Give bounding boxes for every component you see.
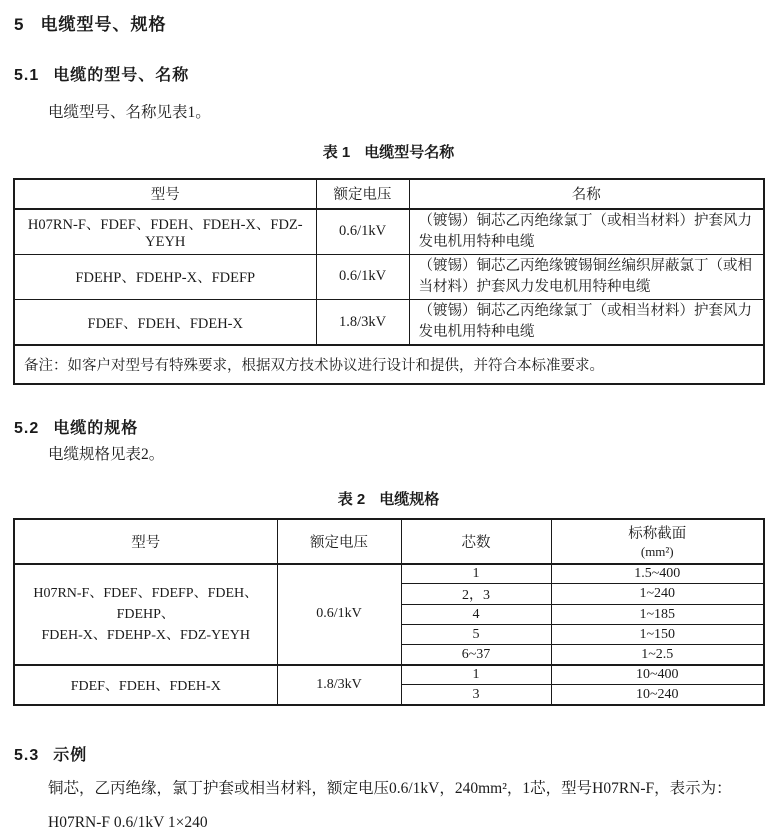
table2-g1r4-section: 1~150 xyxy=(551,625,764,645)
table1-row1-model: H07RN-F、FDEF、FDEH、FDEH-X、FDZ-YEYH xyxy=(14,209,316,255)
table2-g1r4-cores: 5 xyxy=(401,625,551,645)
table2-g1r2-section: 1~240 xyxy=(551,584,764,605)
table2-g2r2-section: 10~240 xyxy=(551,685,764,705)
table2-g2r1-cores: 1 xyxy=(401,665,551,685)
table2-header-cores: 芯数 xyxy=(401,519,551,564)
table2-header-section xyxy=(551,519,764,564)
table-row xyxy=(14,564,764,584)
document-page xyxy=(0,10,777,831)
table2-header-model: 型号 xyxy=(14,519,277,564)
table1-row2-model: FDEHP、FDEHP-X、FDEFP xyxy=(14,254,316,299)
section-5-2-number: 5.2 xyxy=(14,420,40,438)
table1 xyxy=(13,178,765,385)
table1-row2-voltage: 0.6/1kV xyxy=(316,254,409,299)
table2-g2r2-cores: 3 xyxy=(401,685,551,705)
section-5-3-title: 示例 xyxy=(53,746,88,764)
table2-g2r1-section: 10~400 xyxy=(551,665,764,685)
table-row xyxy=(14,254,764,299)
table2-header-section-title: 标称截面 xyxy=(628,526,687,543)
table2-caption-title: 电缆规格 xyxy=(379,490,440,508)
table-row xyxy=(14,665,764,685)
table2-intro-text: 电缆规格见表2。 xyxy=(48,446,165,464)
table2-g1r3-cores: 4 xyxy=(401,605,551,625)
table1-row3-name: （镀锡）铜芯乙丙绝缘氯丁（或相当材料）护套风力发电机用特种电缆 xyxy=(409,299,764,345)
table1-intro-text: 电缆型号、名称见表1。 xyxy=(48,104,211,121)
table-row xyxy=(14,209,764,255)
table2-g1r1-cores: 1 xyxy=(401,564,551,584)
section-5-number: 5 xyxy=(14,15,25,34)
table1-caption xyxy=(0,141,777,162)
table2-header-voltage: 额定电压 xyxy=(277,519,401,564)
section-5-2-title: 电缆的规格 xyxy=(53,420,139,438)
table2-group1-model xyxy=(14,564,277,665)
table2-g1r5-section: 1~2.5 xyxy=(551,645,764,665)
table-row xyxy=(14,299,764,345)
section-5-title: 电缆型号、规格 xyxy=(40,15,167,34)
table2-header-section-unit: (mm²) xyxy=(640,544,674,560)
table1-note-text: 备注：如客户对型号有特殊要求，根据双方技术协议进行设计和提供，并符合本标准要求。 xyxy=(14,345,764,384)
table1-row1-voltage: 0.6/1kV xyxy=(316,209,409,255)
table1-header-model: 型号 xyxy=(14,179,316,209)
section-5-3-heading xyxy=(14,742,777,765)
table1-row3-voltage: 1.8/3kV xyxy=(316,299,409,345)
section-5-1-title: 电缆的型号、名称 xyxy=(53,67,190,84)
table1-caption-number: 表 1 xyxy=(322,143,351,161)
section-5-3-number: 5.3 xyxy=(14,746,40,764)
table2-header-row xyxy=(14,519,764,564)
section-5-1-number: 5.1 xyxy=(14,67,40,84)
section-5-heading xyxy=(14,10,777,35)
table2-group1-voltage: 0.6/1kV xyxy=(277,564,401,665)
table2-group1-model-line2: FDEH-X、FDEHP-X、FDZ-YEYH xyxy=(41,627,250,643)
table2-g1r5-cores: 6~37 xyxy=(401,645,551,665)
section-5-1-heading xyxy=(14,62,777,85)
table2-g1r3-section: 1~185 xyxy=(551,605,764,625)
section-5-2-heading xyxy=(14,415,777,438)
table2 xyxy=(13,518,765,706)
table2-group2-model: FDEF、FDEH、FDEH-X xyxy=(14,665,277,705)
table2-group1-model-line1: H07RN-F、FDEF、FDEFP、FDEH、FDEHP、 xyxy=(33,585,259,622)
table2-caption xyxy=(0,488,777,509)
table2-caption-number: 表 2 xyxy=(337,490,366,508)
table1-row2-name: （镀锡）铜芯乙丙绝缘镀锡铜丝编织屏蔽氯丁（或相当材料）护套风力发电机用特种电缆 xyxy=(409,254,764,299)
example-description: 铜芯，乙丙绝缘，氯丁护套或相当材料，额定电压0.6/1kV，240mm²，1芯，型号H07RN-F，表示为： xyxy=(48,779,732,797)
table2-g1r2-cores: 2，3 xyxy=(401,584,551,605)
table1-header-row xyxy=(14,179,764,209)
table1-header-voltage: 额定电压 xyxy=(316,179,409,209)
table2-group2-voltage: 1.8/3kV xyxy=(277,665,401,705)
example-designation: H07RN-F 0.6/1kV 1×240 xyxy=(48,813,208,831)
table2-g1r1-section: 1.5~400 xyxy=(551,564,764,584)
table1-row3-model: FDEF、FDEH、FDEH-X xyxy=(14,299,316,345)
table1-header-name: 名称 xyxy=(409,179,764,209)
table1-note-row xyxy=(14,345,764,384)
table1-row1-name: （镀锡）铜芯乙丙绝缘氯丁（或相当材料）护套风力发电机用特种电缆 xyxy=(409,209,764,255)
table1-caption-title: 电缆型号名称 xyxy=(364,143,455,161)
